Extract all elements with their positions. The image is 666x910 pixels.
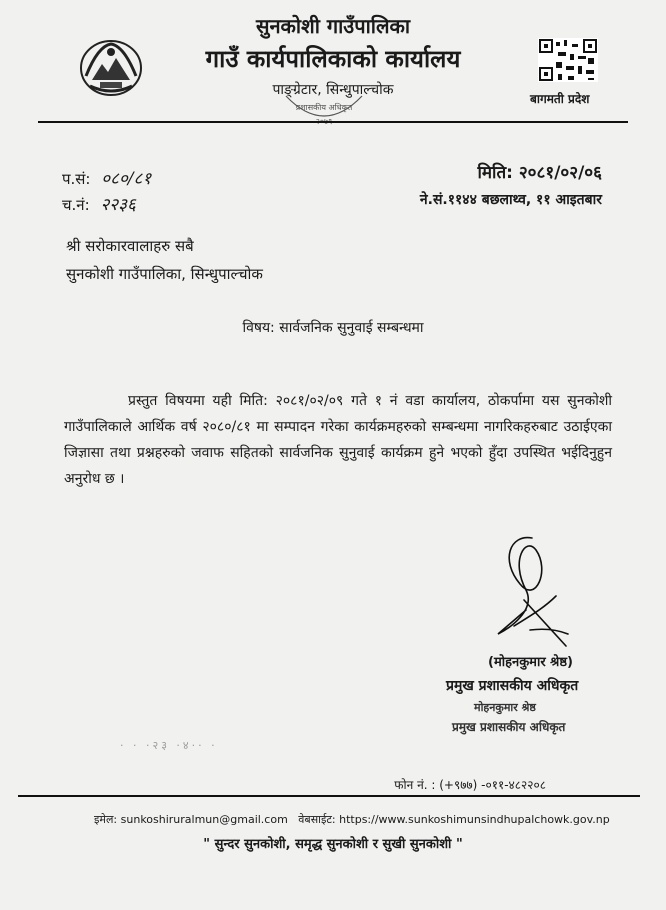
footer-contact	[94, 812, 610, 827]
office-name: गाउँ कार्यपालिकाको कार्यालय	[205, 45, 461, 73]
handwritten-signature	[470, 530, 590, 650]
patra-label: प.सं:	[62, 170, 91, 188]
date-bs: मिति: २०८१/०२/०६	[477, 163, 602, 183]
office-address: पाङ्ग्रेटार, सिन्धुपाल्चोक	[272, 82, 394, 98]
chalani-number	[62, 192, 136, 215]
footer-phone: फोन नं. : (+९७७) -०११-४८२२०८	[394, 778, 546, 792]
signatory-title: प्रमुख प्रशासकीय अधिकृत	[446, 678, 579, 694]
footer-website: वेबसाईट: https://www.sunkoshimunsindhupalchowk.gov.np	[298, 813, 610, 826]
faint-bleedthrough-text: · · ·२३ ·४·· ·	[120, 739, 218, 752]
office-stamp	[282, 92, 366, 130]
patra-sankhya	[62, 166, 151, 189]
signatory-name: (मोहनकुमार श्रेष्ठ)	[488, 655, 573, 670]
footer-slogan: " सुन्दर सुनकोशी, समृद्ध सुनकोशी र सुखी सुनकोशी "	[203, 837, 463, 852]
stamp-line-1: प्रशासकीय अधिकृत	[295, 103, 353, 112]
addressee-line-1: श्री सरोकारवालाहरु सबै	[66, 237, 194, 255]
stamp-line-2: २०७९	[315, 117, 333, 126]
header-divider	[38, 121, 628, 123]
letter-subject: विषय: सार्वजनिक सुनुवाई सम्बन्धमा	[242, 320, 424, 336]
title-stamp: प्रमुख प्रशासकीय अधिकृत	[452, 720, 566, 734]
footer-divider	[18, 795, 640, 797]
qr-code-icon	[538, 38, 598, 82]
province-label: बागमती प्रदेश	[530, 92, 590, 106]
addressee-line-2: सुनकोशी गाउँपालिका, सिन्धुपाल्चोक	[66, 265, 263, 283]
footer-email: इमेल: sunkoshiruralmun@gmail.com	[94, 813, 288, 826]
date-nepal-sambat: ने.सं.११४४ बछलाथ्व, ११ आइतबार	[419, 192, 602, 208]
chalani-label: च.नं:	[62, 196, 90, 214]
letter-body-container	[64, 388, 612, 492]
org-name: सुनकोशी गाउँपालिका	[255, 14, 411, 38]
chalani-value: २२३६	[100, 195, 136, 215]
patra-value: ०८०/८१	[101, 169, 152, 189]
letter-body: प्रस्तुत विषयमा यही मिति: २०८१/०२/०९ गते १ नं वडा कार्यालय, ठोकर्पामा यस सुनकोशी गाउँपालिकाले आर्थिक वर्ष २०८०/८१ मा सम्पादन गरेका कार्यक्रमहरुको सम्बन्धमा नागरिकहरुबाट उठाईएका जिज्ञासा तथा प्रश्नहरुको जवाफ सहितको सार्वजनिक सुनुवाई कार्यक्रम हुने भएको हुँदा उपस्थित भईदिनुहुन अनुरोध छ ।	[64, 393, 612, 487]
name-stamp: मोहनकुमार श्रेष्ठ	[474, 701, 536, 714]
